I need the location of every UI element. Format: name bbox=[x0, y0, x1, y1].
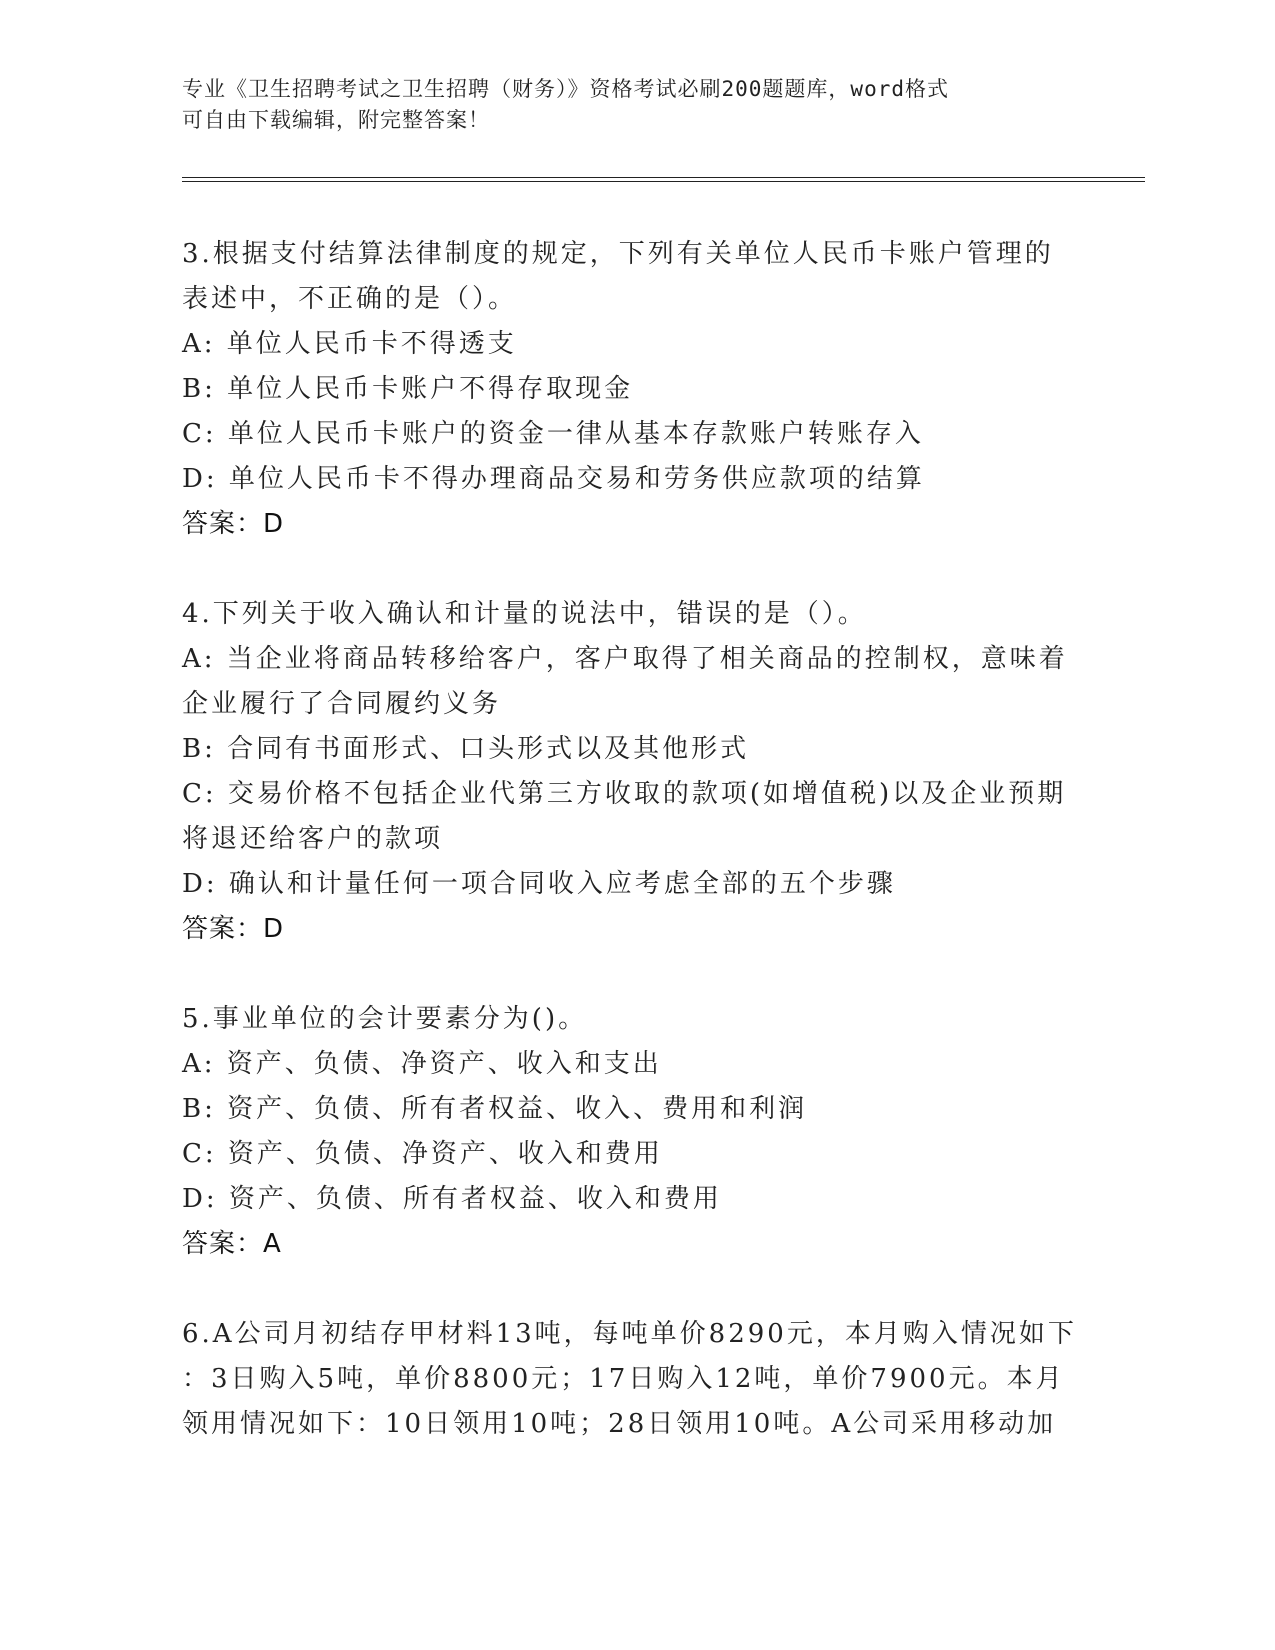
option-b: B: 资产、负债、所有者权益、收入、费用和利润 bbox=[182, 1094, 808, 1124]
option-a: A: 资产、负债、净资产、收入和支出 bbox=[182, 1049, 662, 1079]
option-a-continued: 企业履行了合同履约义务 bbox=[182, 689, 502, 719]
option-c: C: 单位人民币卡账户的资金一律从基本存款账户转账存入 bbox=[182, 419, 924, 449]
header-line-1: 专业《卫生招聘考试之卫生招聘（财务）》资格考试必刷200题题库，word格式 bbox=[182, 77, 949, 101]
question-stem-line: 4.下列关于收入确认和计量的说法中，错误的是（）。 bbox=[182, 599, 867, 629]
option-a: A: 单位人民币卡不得透支 bbox=[182, 329, 517, 359]
option-c: C: 资产、负债、净资产、收入和费用 bbox=[182, 1139, 663, 1169]
answer-line: 答案：D bbox=[182, 509, 285, 539]
answer-line: 答案：A bbox=[182, 1229, 282, 1259]
question-stem-line: 表述中，不正确的是（）。 bbox=[182, 284, 518, 314]
option-b: B: 合同有书面形式、口头形式以及其他形式 bbox=[182, 734, 750, 764]
answer-line: 答案：D bbox=[182, 914, 285, 944]
option-b: B: 单位人民币卡账户不得存取现金 bbox=[182, 374, 634, 404]
document-header bbox=[182, 74, 1062, 136]
header-line-2: 可自由下载编辑，附完整答案！ bbox=[182, 108, 490, 132]
question-block bbox=[182, 1312, 1082, 1447]
question-block bbox=[182, 592, 1082, 952]
option-d: D: 资产、负债、所有者权益、收入和费用 bbox=[182, 1184, 722, 1214]
question-block bbox=[182, 232, 1082, 547]
question-stem-line: 5.事业单位的会计要素分为()。 bbox=[182, 1004, 588, 1034]
question-list bbox=[182, 232, 1082, 1447]
question-stem-line: ：3日购入5吨，单价8800元；17日购入12吨，单价7900元。本月 bbox=[182, 1364, 1065, 1394]
option-c-continued: 将退还给客户的款项 bbox=[182, 824, 444, 854]
question-block bbox=[182, 997, 1082, 1267]
option-c: C: 交易价格不包括企业代第三方收取的款项(如增值税)以及企业预期 bbox=[182, 779, 1067, 809]
header-divider-top bbox=[182, 177, 1145, 178]
header-divider-bottom bbox=[182, 181, 1145, 182]
option-d: D: 单位人民币卡不得办理商品交易和劳务供应款项的结算 bbox=[182, 464, 925, 494]
question-stem-line: 6.A公司月初结存甲材料13吨，每吨单价8290元，本月购入情况如下 bbox=[182, 1319, 1077, 1349]
option-d: D: 确认和计量任何一项合同收入应考虑全部的五个步骤 bbox=[182, 869, 896, 899]
option-a: A: 当企业将商品转移给客户，客户取得了相关商品的控制权，意味着 bbox=[182, 644, 1068, 674]
question-stem-line: 领用情况如下：10日领用10吨；28日领用10吨。A公司采用移动加 bbox=[182, 1409, 1057, 1439]
question-stem-line: 3.根据支付结算法律制度的规定，下列有关单位人民币卡账户管理的 bbox=[182, 239, 1054, 269]
